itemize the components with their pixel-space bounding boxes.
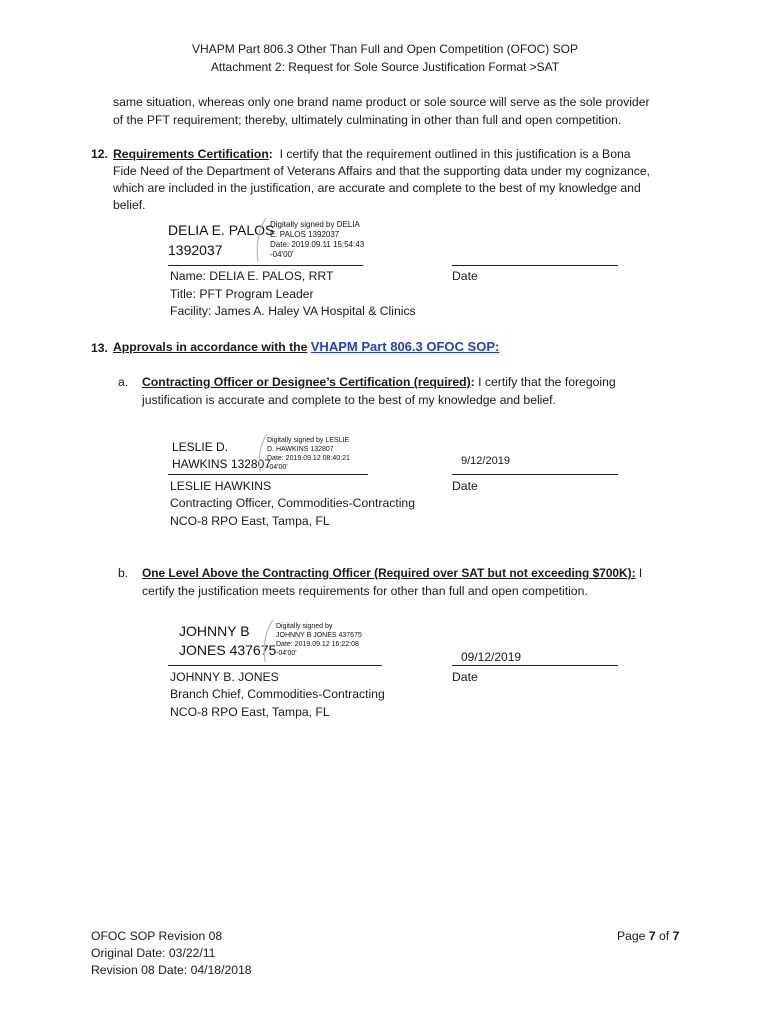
- item-b-line-2: certify the justification meets requirements for other than full and open competition.: [142, 584, 588, 598]
- signature-detail-4: -04'00': [270, 250, 294, 259]
- page-number: [617, 929, 679, 943]
- signer-name: Name: DELIA E. PALOS, RRT: [170, 269, 334, 283]
- signature-name-line-2: HAWKINS 132807: [172, 457, 271, 471]
- signature-detail-1: Digitally signed by DELIA: [270, 220, 360, 229]
- signer-title: Title: PFT Program Leader: [170, 287, 314, 301]
- signature-details: [267, 436, 350, 472]
- section-12-line-3: which are included in the justification, are accurate and complete to the best of my knowledge and: [113, 181, 641, 195]
- signature-swoosh-icon: [252, 216, 272, 266]
- signature-line: [168, 474, 368, 475]
- item-a-line-2: justification is accurate and complete to the best of my knowledge and belief.: [142, 393, 556, 407]
- date-label: Date: [452, 670, 478, 684]
- signer-facility: Facility: James A. Haley VA Hospital & Clinics: [170, 304, 416, 318]
- signature-detail-3: Date: 2019.09.11 15:54:43: [270, 240, 365, 249]
- sop-link[interactable]: VHAPM Part 806.3 OFOC SOP:: [310, 339, 500, 354]
- item-a-letter: a.: [118, 375, 129, 389]
- section-12-heading: Requirements Certification: [113, 147, 269, 161]
- signature-detail-2: D. HAWKINS 132807: [267, 446, 334, 453]
- date-value: 9/12/2019: [461, 455, 510, 467]
- intro-line-1: same situation, whereas only one brand name product or sole source will serve as the sole provider: [113, 95, 650, 109]
- page-current: 7: [648, 929, 656, 943]
- signature-detail-2: JOHNNY B JONES 437675: [276, 632, 362, 639]
- signature-detail-2: E. PALOS 1392037: [270, 230, 340, 239]
- signature-details: [276, 622, 362, 658]
- section-12-line-2: Fide Need of the Department of Veterans Affairs and that the supporting data under my cognizance,: [113, 164, 651, 178]
- date-line: [452, 474, 618, 475]
- page-of: of: [659, 929, 670, 943]
- date-line: [452, 665, 618, 666]
- section-13-heading: Approvals in accordance with the: [113, 340, 308, 354]
- signer-office: NCO-8 RPO East, Tampa, FL: [170, 705, 330, 719]
- signature-detail-3: Date: 2019.09.12 16:22:08: [276, 641, 359, 648]
- date-line: [452, 265, 618, 266]
- item-b-heading: One Level Above the Contracting Officer (Required over SAT but not exceeding $700K):: [142, 566, 636, 580]
- item-a-colon: :: [470, 375, 475, 389]
- date-value: 09/12/2019: [461, 650, 522, 664]
- signature-details: [270, 220, 364, 260]
- item-a-first-line: [142, 375, 616, 389]
- signature-detail-3: Date: 2019.09.12 08:40:21: [267, 455, 350, 462]
- footer-revision: OFOC SOP Revision 08: [91, 929, 223, 943]
- header-subtitle: Attachment 2: Request for Sole Source Justification Format >SAT: [210, 60, 560, 74]
- section-12-line-1: I certify that the requirement outlined in this justification is a Bona: [279, 147, 631, 161]
- signature-name-line-1: DELIA E. PALOS: [168, 222, 275, 238]
- signer-title: Contracting Officer, Commodities-Contracting: [170, 496, 415, 510]
- section-13-heading-line: [113, 339, 499, 354]
- signature-detail-1: Digitally signed by: [276, 623, 333, 630]
- item-a-heading: Contracting Officer or Designee’s Certification (required): [142, 375, 471, 389]
- signer-name: JOHNNY B. JONES: [170, 670, 279, 684]
- signer-name: LESLIE HAWKINS: [170, 479, 272, 493]
- section-12-line-4: belief.: [113, 198, 146, 212]
- header-title: VHAPM Part 806.3 Other Than Full and Open Competition (OFOC) SOP: [192, 42, 578, 56]
- signature-line: [168, 265, 363, 266]
- signature-name-line-2: JONES 437675: [179, 642, 277, 658]
- section-12-colon: :: [268, 147, 273, 161]
- intro-line-2: of the PFT requirement; thereby, ultimately culminating in other than full and open competition.: [113, 113, 622, 127]
- signature-name-line-2: 1392037: [168, 242, 223, 258]
- signature-detail-4: -04'00': [267, 464, 288, 471]
- footer-revision-date: Revision 08 Date: 04/18/2018: [91, 963, 252, 977]
- page-total: 7: [672, 929, 680, 943]
- date-label: Date: [452, 479, 478, 493]
- item-b-first-line: [142, 566, 642, 580]
- signature-name-line-1: LESLIE D.: [172, 440, 229, 454]
- signature-detail-4: -04'00': [276, 650, 297, 657]
- section-12-number: 12.: [91, 147, 108, 161]
- section-13-number: 13.: [91, 341, 108, 355]
- item-b-line-1: I: [638, 566, 643, 580]
- footer-original-date: Original Date: 03/22/11: [91, 946, 216, 960]
- signature-line: [168, 665, 382, 666]
- page-prefix: Page: [617, 929, 646, 943]
- item-a-line-1: I certify that the foregoing: [478, 375, 616, 389]
- signature-detail-1: Digitally signed by LESLIE: [267, 437, 350, 444]
- date-label: Date: [452, 269, 478, 283]
- item-b-letter: b.: [118, 566, 129, 580]
- section-12-first-line: [113, 147, 631, 161]
- signer-title: Branch Chief, Commodities-Contracting: [170, 687, 385, 701]
- signature-name-line-1: JOHNNY B: [179, 623, 250, 639]
- signer-office: NCO-8 RPO East, Tampa, FL: [170, 514, 330, 528]
